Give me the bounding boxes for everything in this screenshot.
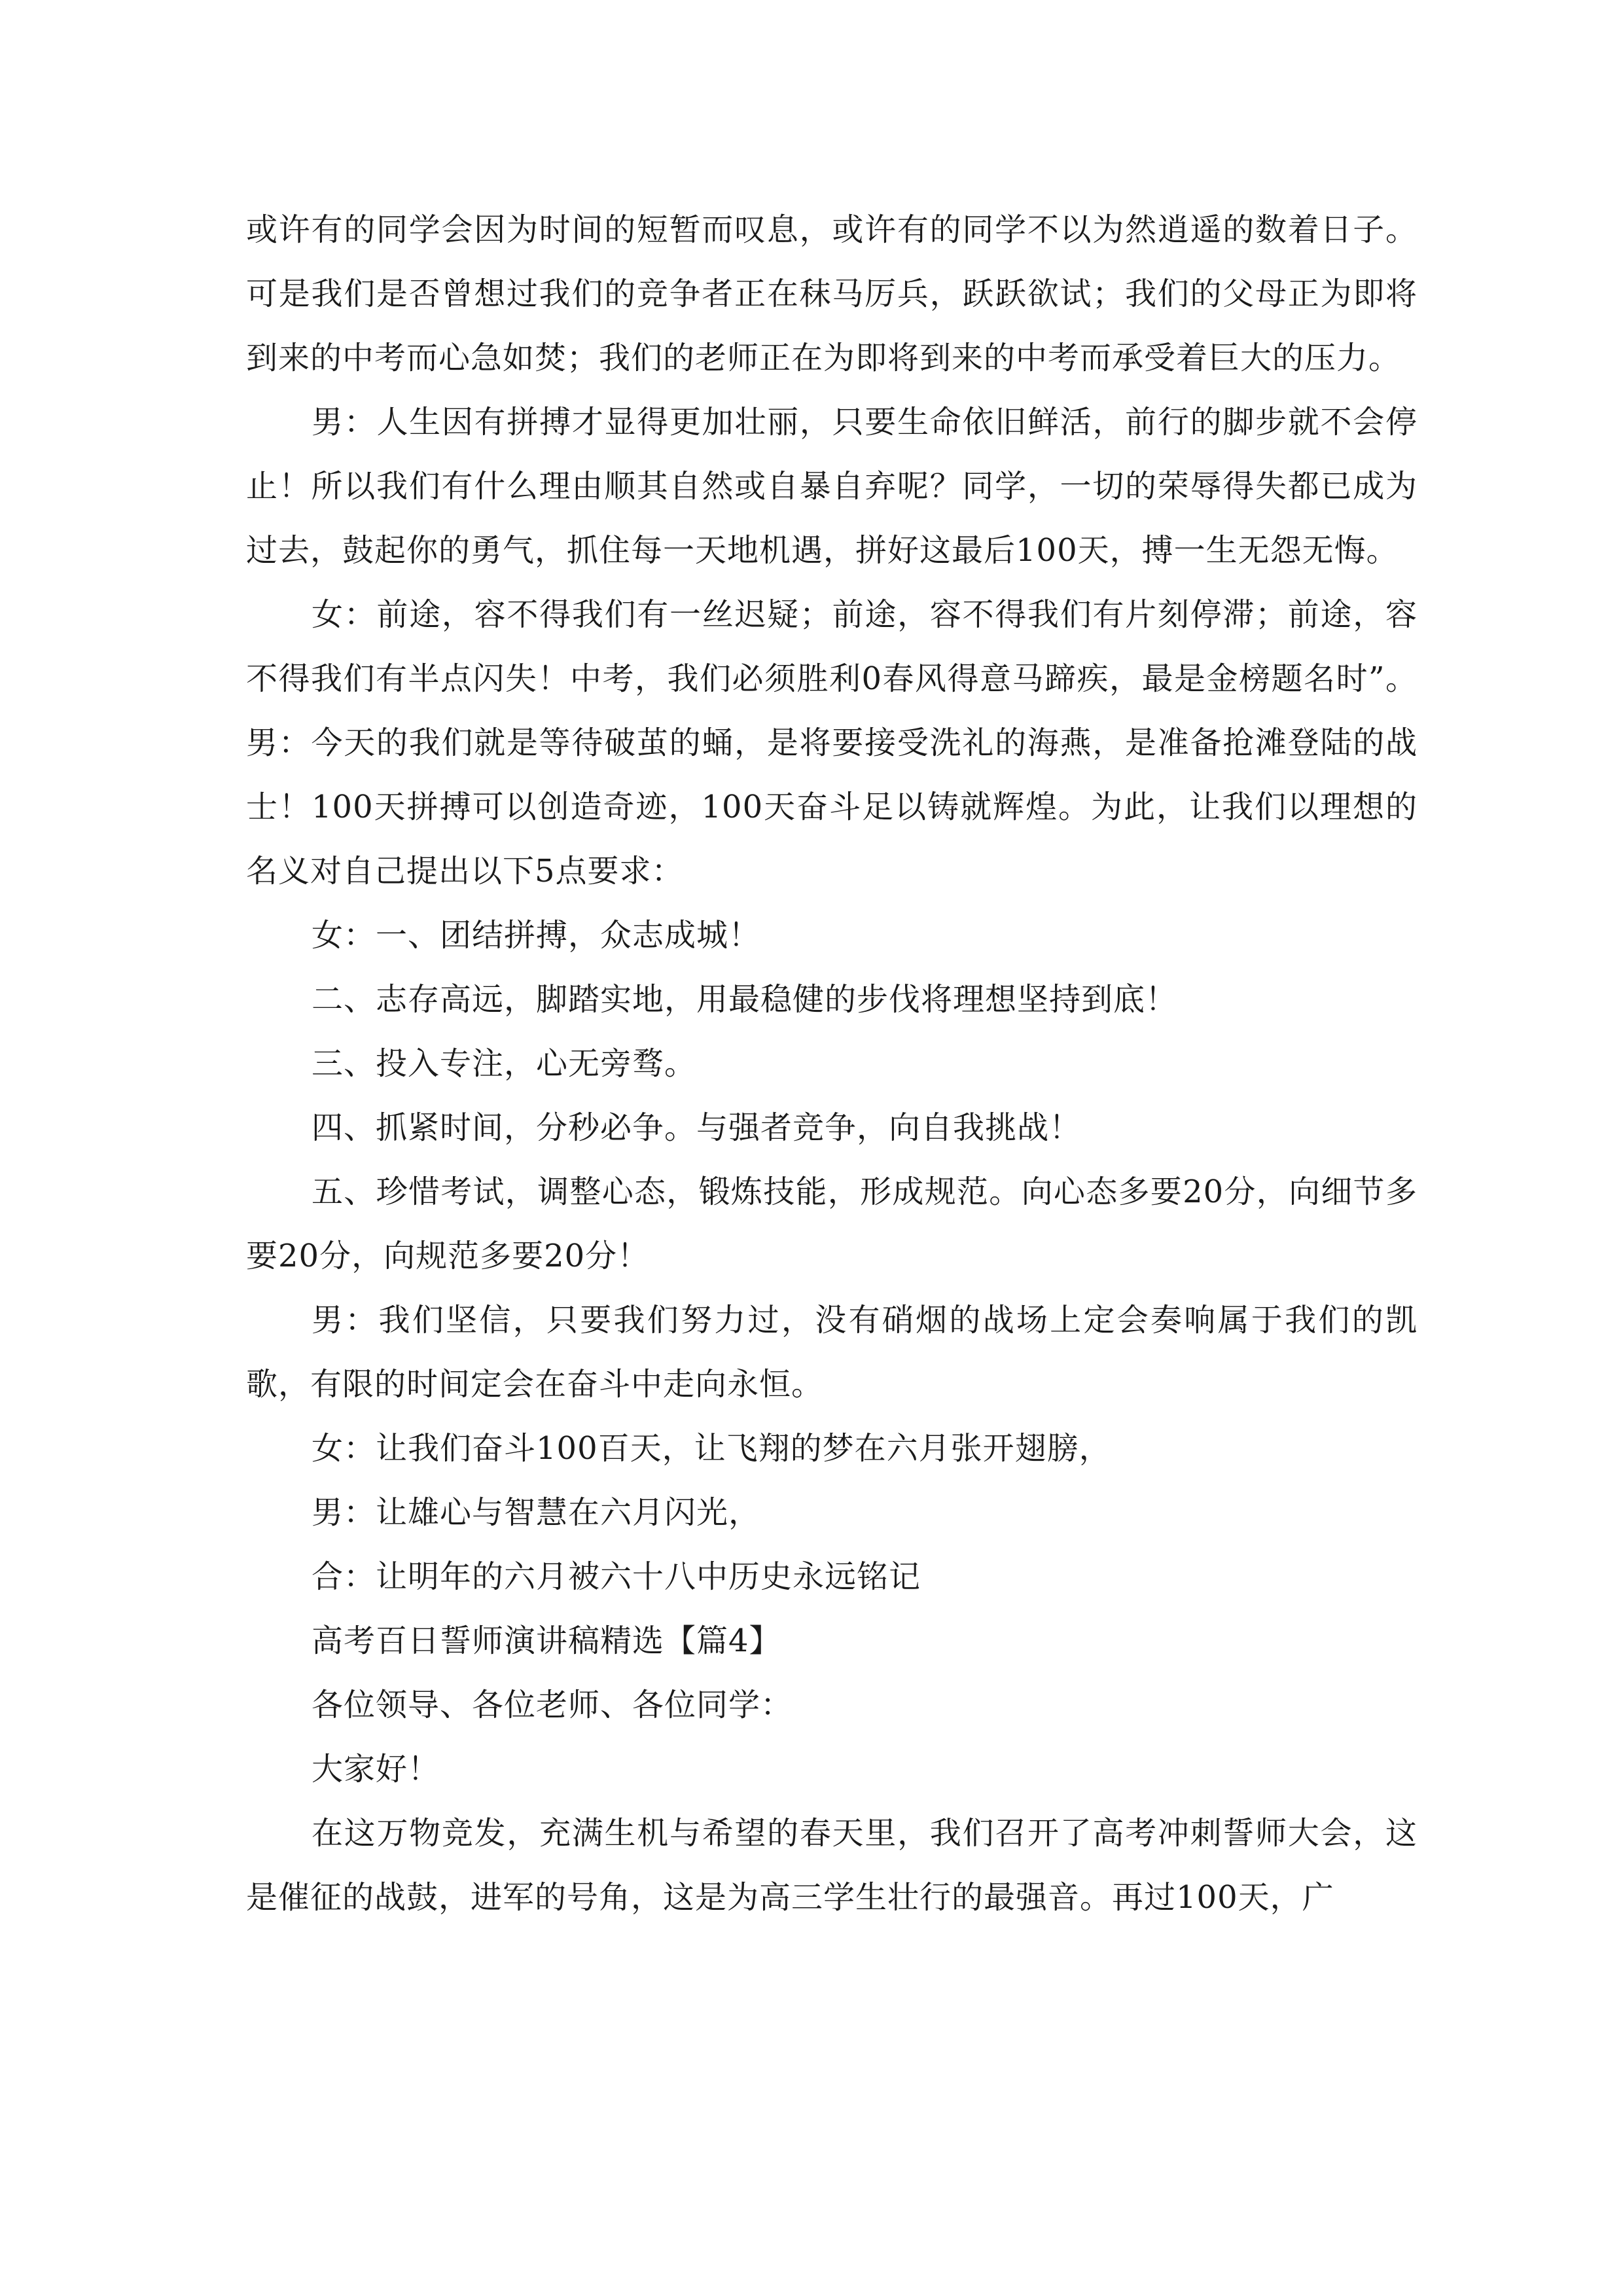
list-item: 三、投入专注，心无旁骛。 <box>312 1045 697 1082</box>
paragraph: 合：让明年的六月被六十八中历史永远铭记 <box>312 1558 921 1595</box>
paragraph: 男：让雄心与智慧在六月闪光， <box>312 1494 761 1531</box>
list-item: 二、志存高远，脚踏实地，用最稳健的步伐将理想坚持到底！ <box>312 981 1178 1018</box>
paragraph: 在这万物竞发，充满生机与希望的春天里，我们召开了高考冲刺誓师大会，这是催征的战鼓，进军的号角，这是为高三学生壮行的最强音。再过100天，广 <box>246 1815 1418 1916</box>
list-item: 四、抓紧时间，分秒必争。与强者竞争，向自我挑战！ <box>312 1109 1082 1146</box>
body-text <box>246 198 1418 1929</box>
section-heading: 高考百日誓师演讲稿精选【篇4】 <box>312 1623 781 1659</box>
salutation: 各位领导、各位老师、各位同学： <box>312 1687 793 1723</box>
paragraph: 或许有的同学会因为时间的短暂而叹息，或许有的同学不以为然逍遥的数着日子。可是我们是否曾想过我们的竞争者正在秣马厉兵，跃跃欲试；我们的父母正为即将到来的中考而心急如焚；我们的老师正在为即将到来的中考而承受着巨大的压力。 <box>246 211 1418 376</box>
greeting: 大家好！ <box>312 1751 440 1787</box>
paragraph: 女：前途，容不得我们有一丝迟疑；前途，容不得我们有片刻停滞；前途，容不得我们有半点闪失！中考，我们必须胜利0春风得意马蹄疾，最是金榜题名时”。男：今天的我们就是等待破茧的蛹，是将要接受洗礼的海燕，是准备抢滩登陆的战士！100天拼搏可以创造奇迹，100天奋斗足以铸就辉煌。为此，让我们以理想的名义对自己提出以下5点要求： <box>246 596 1418 889</box>
paragraph: 女：让我们奋斗100百天，让飞翔的梦在六月张开翅膀， <box>312 1430 1111 1467</box>
paragraph: 男：我们坚信，只要我们努力过，没有硝烟的战场上定会奏响属于我们的凯歌，有限的时间定会在奋斗中走向永恒。 <box>246 1302 1418 1403</box>
list-item: 五、珍惜考试，调整心态，锻炼技能，形成规范。向心态多要20分，向细节多要20分，向规范多要20分！ <box>246 1174 1418 1274</box>
list-item: 女：一、团结拼搏，众志成城！ <box>312 917 761 954</box>
paragraph: 男：人生因有拼搏才显得更加壮丽，只要生命依旧鲜活，前行的脚步就不会停止！所以我们有什么理由顺其自然或自暴自弃呢？同学，一切的荣辱得失都已成为过去，鼓起你的勇气，抓住每一天地机遇，拼好这最后100天，搏一生无怨无悔。 <box>246 404 1418 569</box>
